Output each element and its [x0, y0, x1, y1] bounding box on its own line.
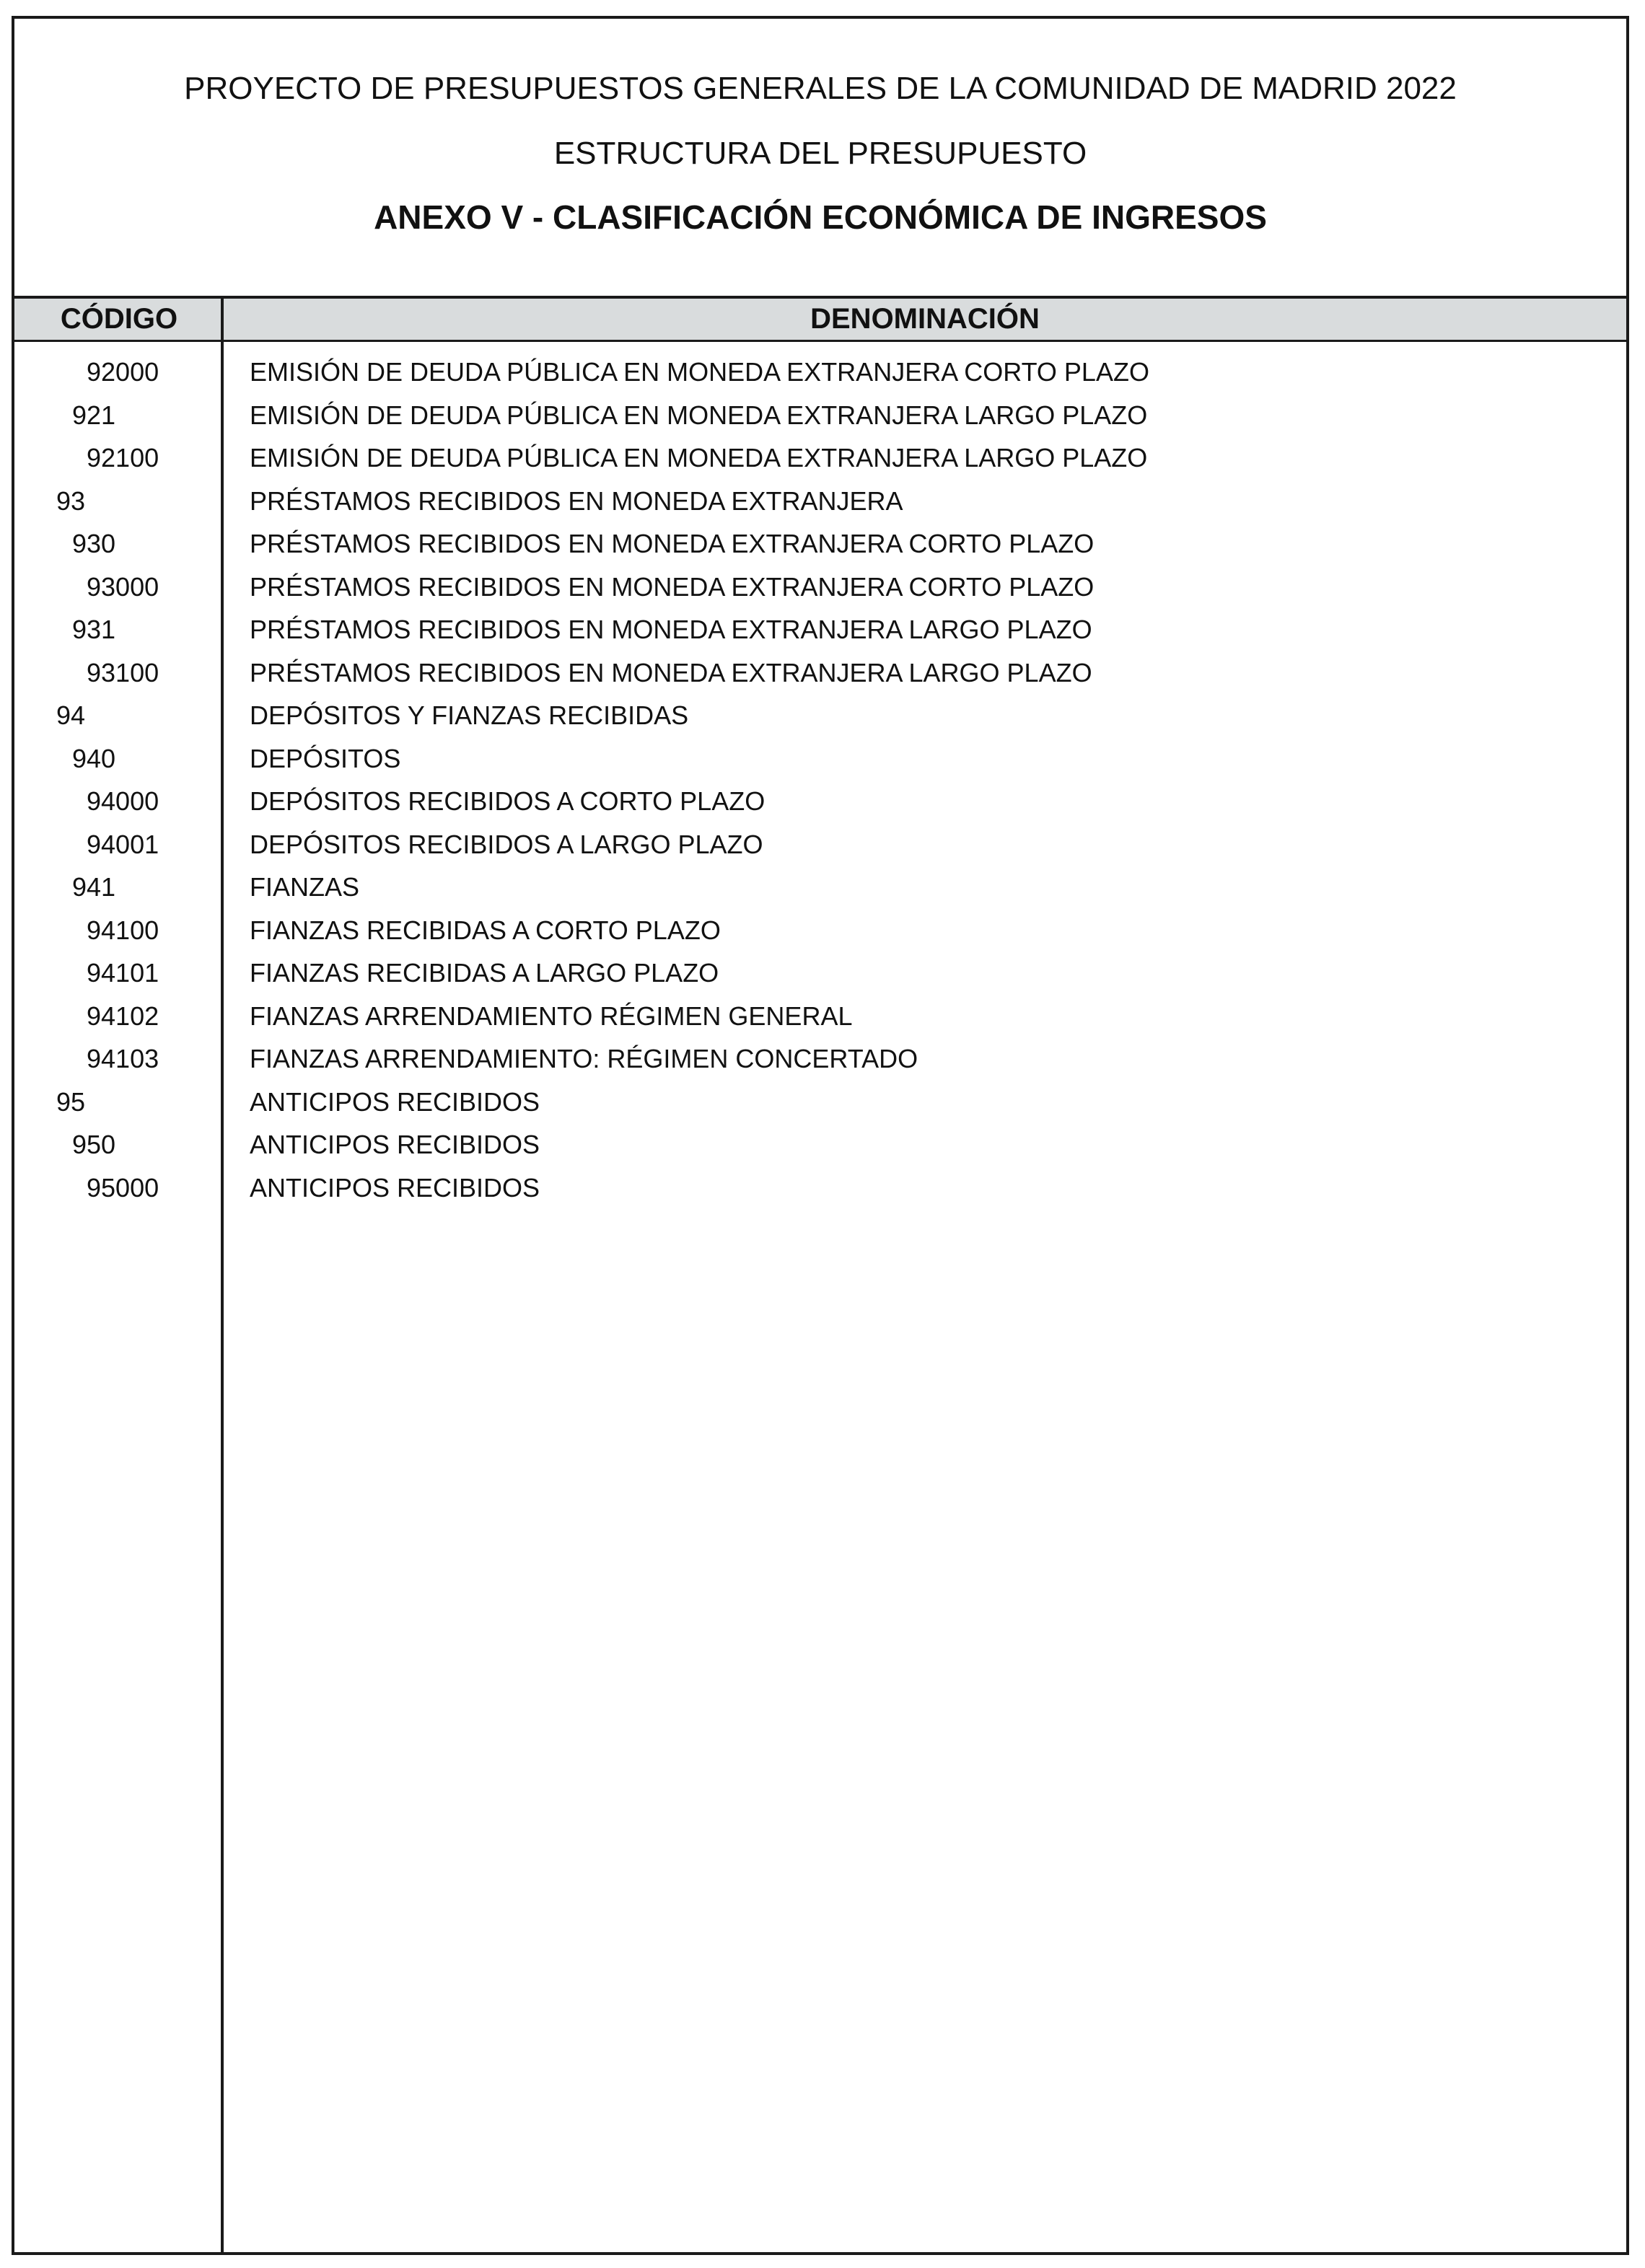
- row-code: 94100: [87, 915, 159, 945]
- table-row: [14, 701, 1626, 744]
- table-row: [14, 744, 1626, 788]
- row-denomination: ANTICIPOS RECIBIDOS: [250, 1086, 540, 1117]
- row-denomination: DEPÓSITOS RECIBIDOS A CORTO PLAZO: [250, 786, 766, 816]
- row-code: 950: [72, 1130, 116, 1159]
- row-code: 93000: [87, 571, 159, 602]
- row-denomination: PRÉSTAMOS RECIBIDOS EN MONEDA EXTRANJERA LARGO PLAZO: [250, 615, 1092, 644]
- row-denomination: FIANZAS RECIBIDAS A LARGO PLAZO: [250, 958, 719, 988]
- row-denomination: ANTICIPOS RECIBIDOS: [250, 1130, 540, 1159]
- row-denomination: ANTICIPOS RECIBIDOS: [250, 1172, 540, 1203]
- table-row: [14, 1088, 1626, 1131]
- row-code: 95000: [87, 1172, 159, 1203]
- row-denomination: DEPÓSITOS Y FIANZAS RECIBIDAS: [250, 700, 689, 730]
- table-row: [14, 959, 1626, 1002]
- row-code: 93: [56, 485, 86, 516]
- row-code: 94000: [87, 786, 159, 816]
- row-denomination: DEPÓSITOS: [250, 743, 401, 773]
- table-row: [14, 659, 1626, 702]
- table-row: [14, 787, 1626, 830]
- column-header-codigo: CÓDIGO: [60, 303, 178, 335]
- row-denomination: PRÉSTAMOS RECIBIDOS EN MONEDA EXTRANJERA CORTO PLAZO: [250, 529, 1095, 558]
- row-code: 94101: [87, 958, 159, 988]
- row-code: 931: [72, 615, 116, 644]
- row-code: 94102: [87, 1001, 159, 1031]
- table-header: [14, 299, 1626, 342]
- table-row: [14, 1174, 1626, 1217]
- row-code: 94: [56, 700, 86, 730]
- table-row: [14, 1130, 1626, 1174]
- table-row: [14, 1002, 1626, 1045]
- row-code: 94001: [87, 829, 159, 859]
- table-row: [14, 916, 1626, 959]
- table-row: [14, 573, 1626, 616]
- table-row: [14, 401, 1626, 444]
- row-code: 93100: [87, 657, 159, 687]
- document-subtitle: ESTRUCTURA DEL PRESUPUESTO: [553, 136, 1087, 171]
- document-header: [14, 19, 1626, 299]
- row-code: 94103: [87, 1044, 159, 1073]
- row-denomination: EMISIÓN DE DEUDA PÚBLICA EN MONEDA EXTRANJERA LARGO PLAZO: [250, 443, 1148, 472]
- row-code: 92000: [87, 357, 159, 387]
- row-denomination: FIANZAS: [250, 872, 360, 902]
- table-row: [14, 444, 1626, 487]
- column-header-denominacion: DENOMINACIÓN: [810, 303, 1040, 335]
- table-row: [14, 1045, 1626, 1088]
- row-denomination: PRÉSTAMOS RECIBIDOS EN MONEDA EXTRANJERA: [250, 485, 903, 516]
- row-denomination: FIANZAS ARRENDAMIENTO: RÉGIMEN CONCERTADO: [250, 1044, 918, 1073]
- row-denomination: DEPÓSITOS RECIBIDOS A LARGO PLAZO: [250, 829, 763, 859]
- row-code: 92100: [87, 443, 159, 472]
- row-denomination: EMISIÓN DE DEUDA PÚBLICA EN MONEDA EXTRANJERA CORTO PLAZO: [250, 357, 1149, 387]
- row-denomination: PRÉSTAMOS RECIBIDOS EN MONEDA EXTRANJERA LARGO PLAZO: [250, 657, 1092, 687]
- table-row: [14, 873, 1626, 916]
- row-code: 930: [72, 529, 116, 558]
- page-frame: [12, 16, 1629, 2255]
- row-code: 95: [56, 1086, 86, 1117]
- table-row: [14, 529, 1626, 573]
- row-denomination: FIANZAS RECIBIDAS A CORTO PLAZO: [250, 915, 721, 945]
- row-code: 921: [72, 400, 116, 430]
- table-row: [14, 615, 1626, 659]
- table-row: [14, 487, 1626, 530]
- document-title: PROYECTO DE PRESUPUESTOS GENERALES DE LA COMUNIDAD DE MADRID 2022: [184, 71, 1457, 106]
- table-row: [14, 358, 1626, 401]
- table-row: [14, 830, 1626, 874]
- annex-title: ANEXO V - CLASIFICACIÓN ECONÓMICA DE INGRESOS: [374, 198, 1267, 236]
- row-denomination: PRÉSTAMOS RECIBIDOS EN MONEDA EXTRANJERA CORTO PLAZO: [250, 571, 1095, 602]
- row-code: 940: [72, 743, 116, 773]
- row-denomination: FIANZAS ARRENDAMIENTO RÉGIMEN GENERAL: [250, 1001, 853, 1031]
- row-code: 941: [72, 872, 116, 902]
- row-denomination: EMISIÓN DE DEUDA PÚBLICA EN MONEDA EXTRANJERA LARGO PLAZO: [250, 400, 1148, 430]
- table-body: [14, 358, 1626, 1216]
